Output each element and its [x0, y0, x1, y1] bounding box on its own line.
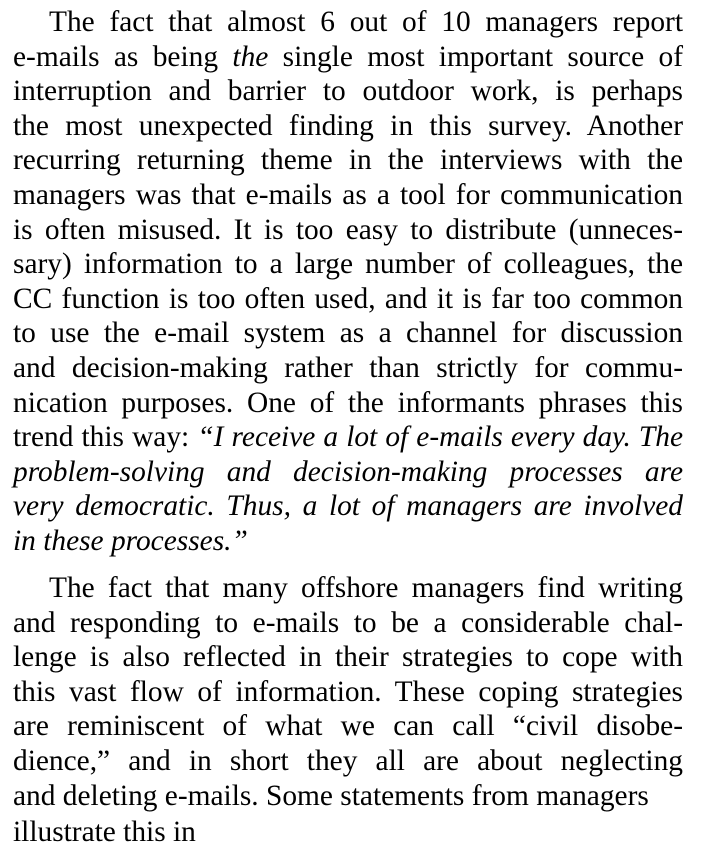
emphasis-text: “I receive a lot of e-mails every day. The	[197, 421, 684, 454]
text-run: recurring returning theme in the interviews with the	[13, 144, 683, 177]
text-run: sary) information to a large number of colleagues, the	[13, 248, 683, 281]
text-line	[13, 675, 683, 710]
text-line	[13, 5, 683, 40]
text-run: interruption and barrier to outdoor work, is perhaps	[13, 75, 683, 108]
emphasis-text: problem-solving and decision-making processes are	[13, 455, 683, 488]
text-run: lenge is also reflected in their strategies to cope with	[13, 641, 683, 674]
text-line	[13, 74, 683, 109]
text-line	[13, 143, 683, 178]
paragraph-2	[13, 571, 683, 813]
text-line	[13, 420, 683, 455]
text-line	[13, 213, 683, 248]
text-line	[13, 606, 683, 641]
text-line	[13, 109, 683, 144]
text-run: are reminiscent of what we can call “civil disobe-	[13, 710, 683, 743]
text-run: is often misused. It is too easy to distribute (unneces-	[13, 213, 683, 246]
text-line	[13, 524, 683, 559]
text-run: single most important source of	[268, 40, 683, 73]
text-run: the most unexpected finding in this survey. Another	[13, 109, 683, 142]
text-run: and decision-making rather than strictly for commu-	[13, 351, 683, 384]
text-run: and deleting e-mails. Some statements from managers	[13, 779, 649, 812]
text-run: to use the e-mail system as a channel for discussion	[13, 317, 683, 350]
text-line	[13, 709, 683, 744]
text-line	[13, 282, 683, 317]
paragraph-1	[13, 5, 683, 559]
text-line	[13, 571, 683, 606]
text-run: The fact that almost 6 out of 10 managers report	[49, 6, 683, 38]
text-line	[13, 744, 683, 779]
text-run: managers was that e-mails as a tool for communication	[13, 178, 683, 211]
text-line	[13, 640, 683, 675]
text-line	[13, 779, 683, 814]
text-run: this vast flow of information. These coping strategies	[13, 675, 683, 708]
text-line	[13, 316, 683, 351]
emphasis-text: the	[232, 40, 269, 73]
text-run: dience,” and in short they all are about neglecting	[13, 744, 683, 777]
text-run: The fact that many offshore managers find writing	[49, 572, 683, 604]
text-run: CC function is too often used, and it is far too common	[13, 282, 683, 315]
text-line	[13, 178, 683, 213]
text-run: nication purposes. One of the informants phrases this	[13, 386, 683, 419]
text-run: and responding to e-mails to be a considerable chal-	[13, 606, 683, 639]
text-run: e-mails as being	[13, 40, 233, 73]
clipped-bottom-text: illustrate this in	[13, 816, 196, 848]
text-line	[13, 247, 683, 282]
clipped-bottom-line	[13, 815, 683, 850]
emphasis-text: very democratic. Thus, a lot of managers are involved	[13, 490, 683, 523]
text-run: trend this way:	[13, 421, 198, 454]
emphasis-text: in these processes.”	[13, 524, 248, 557]
text-line	[13, 40, 683, 75]
text-line	[13, 351, 683, 386]
text-line	[13, 489, 683, 524]
text-line	[13, 455, 683, 490]
text-line	[13, 386, 683, 421]
